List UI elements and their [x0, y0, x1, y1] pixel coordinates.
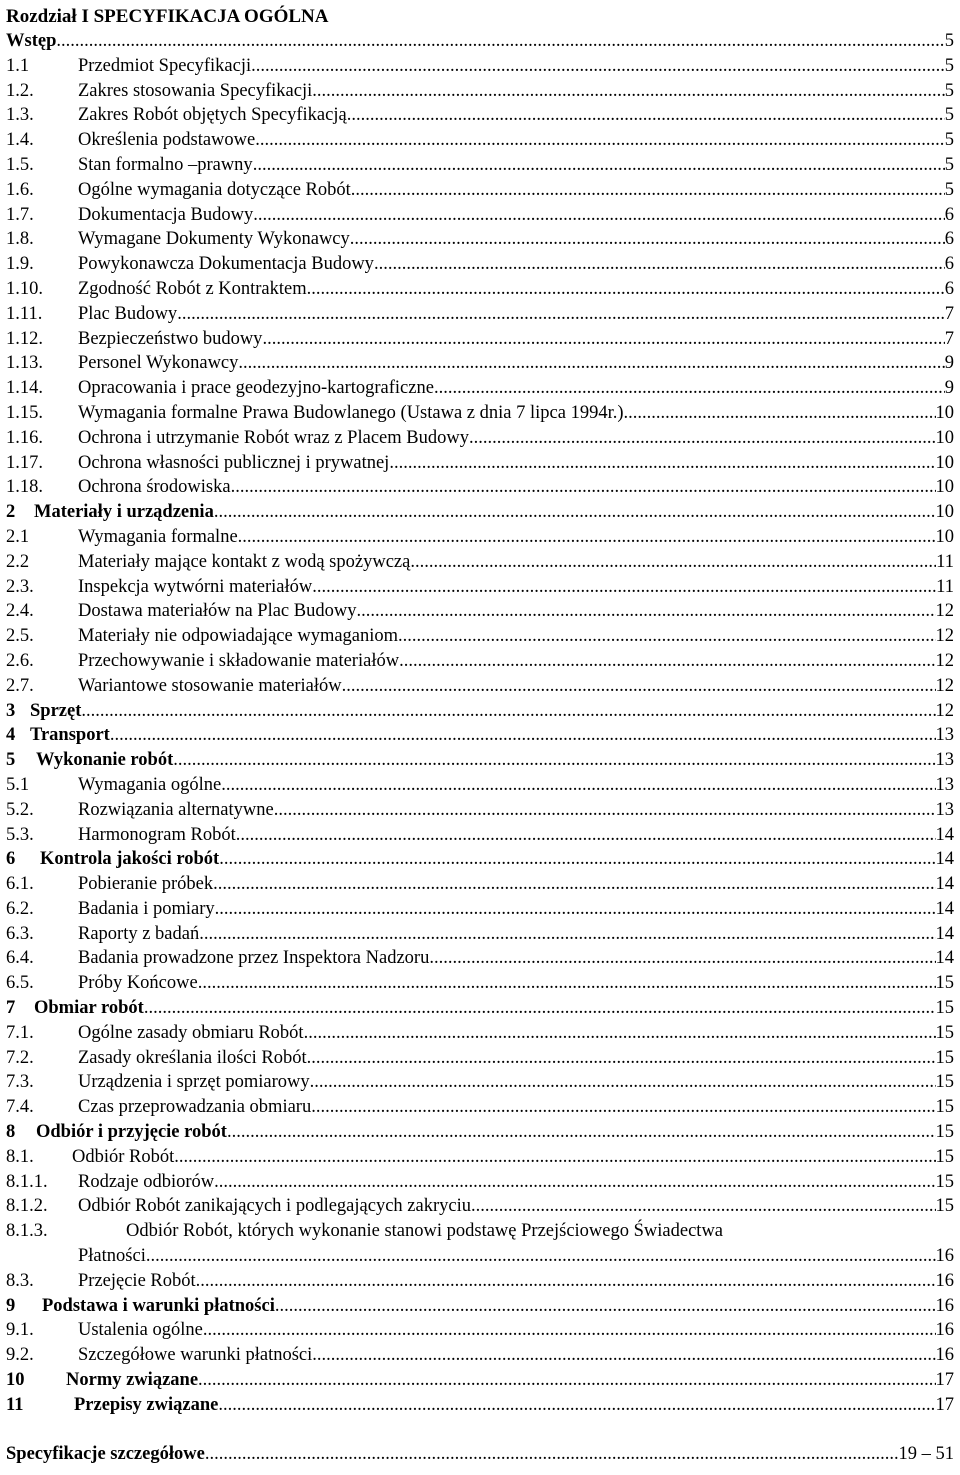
toc-entry-title: Opracowania i prace geodezyjno-kartograficzne	[78, 378, 434, 399]
toc-leader-dots	[312, 79, 944, 104]
toc-entry-title: Badania i pomiary	[78, 898, 215, 919]
toc-entry-title: Odbiór Robót zanikających i podlegających zakryciu	[78, 1196, 471, 1217]
toc-entry[interactable]	[6, 327, 954, 352]
toc-entry[interactable]	[6, 550, 954, 575]
toc-entry-title: Zasady określania ilości Robót	[78, 1047, 307, 1068]
toc-entry-page: 10	[935, 526, 954, 547]
toc-entry[interactable]	[6, 773, 954, 798]
toc-entry[interactable]	[6, 1170, 954, 1195]
toc-entry-page: 10	[935, 402, 954, 423]
toc-entry-number: 1.9.	[6, 254, 34, 275]
toc-entry[interactable]	[6, 1145, 954, 1170]
toc-entry-number: 2.5.	[6, 626, 34, 647]
toc-entry-title: Kontrola jakości robót	[40, 849, 220, 870]
toc-leader-dots	[389, 451, 935, 476]
toc-entry-number: 9.2.	[6, 1345, 34, 1366]
toc-list-continued	[6, 1269, 954, 1418]
toc-entry-page: 12	[935, 601, 954, 622]
toc-leader-dots	[253, 153, 945, 178]
toc-entry-title: Rozwiązania alternatywne	[78, 799, 274, 820]
toc-entry-title: Ochrona i utrzymanie Robót wraz z Placem Budowy	[78, 427, 469, 448]
toc-entry-page: 16	[935, 1270, 954, 1291]
toc-entry-number: 5.1	[6, 774, 30, 795]
toc-entry[interactable]	[6, 624, 954, 649]
toc-entry[interactable]	[6, 351, 954, 376]
toc-page	[6, 5, 954, 1466]
toc-entry[interactable]	[6, 897, 954, 922]
toc-entry-title: Transport	[30, 725, 110, 746]
toc-leader-dots	[310, 1070, 936, 1095]
toc-leader-dots	[110, 723, 936, 748]
toc-chapter-entry[interactable]	[6, 1368, 954, 1393]
toc-entry[interactable]	[6, 823, 954, 848]
toc-entry-number: 5.3.	[6, 824, 34, 845]
toc-entry-number: 8.1.2.	[6, 1196, 48, 1217]
toc-entry-page: 12	[935, 650, 954, 671]
toc-entry[interactable]	[6, 946, 954, 971]
toc-entry-page: 14	[935, 948, 954, 969]
toc-entry[interactable]	[6, 475, 954, 500]
toc-entry-page: 11	[936, 551, 954, 572]
toc-leader-dots	[312, 1343, 935, 1368]
toc-entry-page: 6	[944, 254, 954, 275]
toc-entry-number: 2.7.	[6, 675, 34, 696]
toc-entry[interactable]	[6, 525, 954, 550]
toc-entry-page: 15	[935, 1047, 954, 1068]
toc-leader-dots	[275, 1294, 936, 1319]
toc-entry[interactable]	[6, 674, 954, 699]
toc-entry-page: 11	[936, 576, 954, 597]
toc-leader-dots	[219, 847, 935, 872]
toc-leader-dots	[231, 475, 936, 500]
toc-entry-page: 10	[935, 502, 954, 523]
toc-entry-page: 14	[935, 874, 954, 895]
toc-entry[interactable]	[6, 178, 954, 203]
toc-entry-number: 1.12.	[6, 328, 43, 349]
toc-entry-number: 1.7.	[6, 204, 34, 225]
toc-entry-page: 16	[935, 1320, 954, 1341]
toc-entry-title: Podstawa i warunki płatności	[42, 1295, 275, 1316]
toc-entry-number: 1.15.	[6, 402, 43, 423]
toc-leader-dots	[356, 599, 935, 624]
toc-entry-page: 15	[935, 998, 954, 1019]
toc-entry-title: Zakres Robót objętych Specyfikacją	[78, 105, 347, 126]
toc-entry-title: Zakres stosowania Specyfikacji	[78, 80, 313, 101]
toc-entry-number: 1.13.	[6, 353, 43, 374]
toc-entry-number: Wstęp	[6, 31, 57, 51]
toc-entry-title: Ochrona środowiska	[78, 477, 231, 498]
toc-entry-page: 5	[944, 179, 954, 200]
toc-entry-page: 14	[935, 898, 954, 919]
toc-entry[interactable]	[6, 798, 954, 823]
toc-entry-number: 1.11.	[6, 303, 43, 324]
toc-entry-page: 16	[935, 1246, 954, 1267]
toc-entry-number: 1.1	[6, 55, 30, 76]
toc-leader-dots	[199, 922, 935, 947]
toc-leader-dots	[221, 773, 935, 798]
toc-leader-dots	[312, 575, 936, 600]
toc-chapter-entry[interactable]	[6, 1294, 954, 1319]
toc-entry-title: Zgodność Robót z Kontraktem	[78, 278, 307, 299]
toc-entry-number: 1.14.	[6, 378, 43, 399]
toc-leader-dots	[218, 1393, 935, 1418]
toc-entry-number: 7.1.	[6, 1022, 34, 1043]
toc-leader-dots	[307, 1046, 936, 1071]
toc-entry-title: Badania prowadzone przez Inspektora Nadzoru	[78, 948, 430, 969]
toc-entry-title: Ustalenia ogólne	[78, 1320, 203, 1341]
spacer	[6, 1418, 954, 1442]
toc-entry[interactable]	[6, 277, 954, 302]
toc-entry[interactable]	[6, 79, 954, 104]
toc-entry-title: Rodzaje odbiorów	[78, 1171, 215, 1192]
toc-entry-number: 2.2	[6, 551, 30, 572]
toc-entry-page: 17	[935, 1394, 954, 1415]
toc-leader-dots	[81, 699, 935, 724]
toc-entry-page: 13	[935, 750, 954, 771]
toc-entry[interactable]	[6, 426, 954, 451]
toc-leader-dots	[350, 227, 945, 252]
toc-entry-number: 9.1.	[6, 1320, 34, 1341]
toc-entry-title: Wymagane Dokumenty Wykonawcy	[78, 229, 350, 250]
toc-entry-page: 14	[935, 849, 954, 870]
toc-entry-page: 5	[944, 130, 954, 151]
toc-entry-page: 14	[935, 923, 954, 944]
toc-entry-page: 15	[935, 1146, 954, 1167]
toc-entry-page: 6	[944, 278, 954, 299]
toc-entry-title: Wariantowe stosowanie materiałów	[78, 675, 342, 696]
toc-leader-dots	[238, 351, 944, 376]
toc-entry-number: 1.8.	[6, 229, 34, 250]
toc-leader-dots	[251, 54, 945, 79]
toc-entry-page: 17	[935, 1370, 954, 1391]
toc-entry[interactable]	[6, 451, 954, 476]
toc-entry-title: Materiały nie odpowiadające wymaganiom	[78, 626, 399, 647]
toc-leader-dots	[469, 426, 936, 451]
toc-entry-title: Personel Wykonawcy	[78, 353, 239, 374]
toc-entry-number: 8	[6, 1122, 16, 1143]
toc-entry-number: 6.2.	[6, 898, 34, 919]
toc-entry-title: Czas przeprowadzania obmiaru	[78, 1097, 312, 1118]
toc-leader-dots	[150, 1244, 935, 1269]
toc-entry-title: Przepisy związane	[74, 1394, 219, 1415]
toc-leader-dots	[253, 203, 945, 228]
toc-chapter-entry[interactable]	[6, 1120, 954, 1145]
toc-entry-title: Obmiar robót	[34, 998, 144, 1019]
toc-entry-title: Określenia podstawowe	[78, 130, 256, 151]
toc-leader-dots	[177, 302, 945, 327]
toc-entry-page: 9	[944, 353, 954, 374]
toc-entry[interactable]	[6, 1070, 954, 1095]
toc-entry-number: 5	[6, 750, 16, 771]
toc-entry-page: 13	[935, 725, 954, 746]
toc-entry-title: Przechowywanie i składowanie materiałów	[78, 650, 400, 671]
toc-leader-dots	[56, 29, 944, 54]
toc-entry-title: Wymagania formalne Prawa Budowlanego (Ustawa z dnia 7 lipca 1994r.)	[78, 402, 624, 423]
toc-entry[interactable]	[6, 575, 954, 600]
toc-leader-dots	[174, 1145, 935, 1170]
toc-entry-page: 10	[935, 452, 954, 473]
toc-entry-number: 4	[6, 725, 16, 746]
toc-entry-title: Ogólne wymagania dotyczące Robót	[78, 179, 351, 200]
toc-entry-title: Powykonawcza Dokumentacja Budowy	[78, 254, 374, 275]
toc-leader-dots	[196, 1269, 936, 1294]
toc-entry-number: 5.2.	[6, 799, 34, 820]
toc-entry-specyfikacje-szczegolowe[interactable]	[6, 1442, 954, 1467]
toc-entry-page: 6	[944, 204, 954, 225]
toc-leader-dots	[236, 823, 936, 848]
toc-entry-page: 5	[944, 55, 954, 76]
toc-entry[interactable]	[6, 1046, 954, 1071]
toc-leader-dots	[429, 946, 935, 971]
toc-entry-page: 13	[935, 774, 954, 795]
toc-heading: Rozdział I SPECYFIKACJA OGÓLNA	[6, 6, 329, 27]
toc-entry-title: Przedmiot Specyfikacji	[78, 55, 252, 76]
toc-entry-number: 6.4.	[6, 948, 34, 969]
toc-entry-title: Plac Budowy	[78, 303, 178, 324]
toc-chapter-entry[interactable]	[6, 699, 954, 724]
toc-entry-number: 11	[6, 1394, 24, 1415]
toc-entry-title: Odbiór Robót, których wykonanie stanowi podstawę Przejściowego Świadectwa	[126, 1221, 724, 1242]
toc-entry-number: 1.16.	[6, 427, 43, 448]
toc-entry-number: 1.3.	[6, 105, 34, 126]
toc-entry-number: 6.5.	[6, 973, 34, 994]
toc-entry-number: 2.6.	[6, 650, 34, 671]
toc-entry-page: 5	[944, 154, 954, 175]
toc-leader-dots	[410, 550, 936, 575]
toc-leader-dots	[307, 277, 945, 302]
toc-entry-number: 2.4.	[6, 601, 34, 622]
toc-entry[interactable]	[6, 1269, 954, 1294]
toc-entry-page: 7	[944, 328, 954, 349]
toc-leader-dots	[398, 624, 935, 649]
toc-leader-dots	[347, 103, 945, 128]
toc-entry-title: Bezpieczeństwo budowy	[78, 328, 263, 349]
toc-entry-title: Normy związane	[66, 1370, 199, 1391]
toc-entry[interactable]	[6, 1343, 954, 1368]
toc-entry-title: Próby Końcowe	[78, 973, 198, 994]
toc-list	[6, 29, 954, 1219]
toc-entry[interactable]	[6, 649, 954, 674]
toc-entry-number: 6.1.	[6, 874, 34, 895]
toc-entry-title: Materiały mające kontakt z wodą spożywczą	[78, 551, 411, 572]
toc-leader-dots	[434, 376, 945, 401]
toc-leader-dots	[399, 649, 935, 674]
toc-entry-title: Raporty z badań	[78, 923, 200, 944]
toc-leader-dots	[198, 1368, 935, 1393]
toc-entry-number: 7.4.	[6, 1097, 34, 1118]
toc-entry-number: 8.3.	[6, 1270, 34, 1291]
toc-entry-number: 1.17.	[6, 452, 43, 473]
toc-leader-dots	[342, 674, 936, 699]
toc-entry[interactable]	[6, 252, 954, 277]
toc-entry-title: Wymagania formalne	[78, 526, 238, 547]
toc-leader-dots	[227, 1120, 936, 1145]
toc-entry-page: 16	[935, 1345, 954, 1366]
toc-entry-page: 12	[935, 700, 954, 721]
toc-leader-dots	[304, 1021, 936, 1046]
toc-entry-page: 6	[944, 229, 954, 250]
toc-entry-title: Wykonanie robót	[36, 750, 174, 771]
toc-entry-number: 2	[6, 502, 16, 523]
toc-entry-page: 12	[935, 675, 954, 696]
toc-entry-number: 1.6.	[6, 179, 34, 200]
toc-entry-title: Urządzenia i sprzęt pomiarowy	[78, 1072, 310, 1093]
toc-entry-title-continued: Płatności.	[78, 1246, 151, 1267]
toc-leader-dots	[213, 872, 935, 897]
toc-entry[interactable]	[6, 401, 954, 426]
toc-entry-number: 6	[6, 849, 16, 870]
toc-entry-title: Ogólne zasady obmiaru Robót	[78, 1022, 304, 1043]
toc-entry-number: 8.1.	[6, 1146, 34, 1167]
toc-entry[interactable]	[6, 922, 954, 947]
toc-chapter-entry[interactable]	[6, 996, 954, 1021]
toc-entry-page: 13	[935, 799, 954, 820]
toc-entry-page: 5	[944, 80, 954, 101]
toc-leader-dots	[144, 996, 936, 1021]
toc-leader-dots	[205, 1442, 899, 1467]
toc-entry-number: 7.3.	[6, 1072, 34, 1093]
toc-entry-page: 19 – 51	[898, 1443, 954, 1464]
toc-entry[interactable]	[6, 302, 954, 327]
toc-entry[interactable]	[6, 872, 954, 897]
toc-entry-page: 16	[935, 1295, 954, 1316]
toc-leader-dots	[203, 1318, 936, 1343]
toc-entry-number: 2.3.	[6, 576, 34, 597]
toc-leader-dots	[215, 897, 936, 922]
toc-entry-page: 15	[935, 1122, 954, 1143]
toc-entry-number: 1.5.	[6, 154, 34, 175]
toc-entry-number: 6.3.	[6, 923, 34, 944]
toc-entry-page: 15	[935, 1196, 954, 1217]
toc-chapter-entry[interactable]	[6, 723, 954, 748]
toc-leader-dots	[238, 525, 936, 550]
toc-entry-page: 5	[944, 31, 954, 51]
toc-entry-title: Pobieranie próbek	[78, 874, 214, 895]
toc-entry[interactable]	[6, 203, 954, 228]
toc-entry-page: 10	[935, 427, 954, 448]
toc-entry-title: Przejęcie Robót	[78, 1270, 196, 1291]
toc-entry[interactable]	[6, 971, 954, 996]
toc-chapter-entry[interactable]	[6, 847, 954, 872]
toc-entry-title: Szczegółowe warunki płatności	[78, 1345, 313, 1366]
toc-entry-title: Specyfikacje szczegółowe	[6, 1443, 205, 1464]
toc-entry-number: 10	[6, 1370, 25, 1391]
toc-leader-dots	[198, 971, 936, 996]
toc-entry-title: Harmonogram Robót	[78, 824, 236, 845]
toc-chapter-entry[interactable]	[6, 748, 954, 773]
toc-entry-number: 7	[6, 998, 16, 1019]
toc-entry-page: 5	[944, 105, 954, 126]
toc-entry-title: Ochrona własności publicznej i prywatnej	[78, 452, 390, 473]
toc-entry-page: 12	[935, 626, 954, 647]
toc-entry-title: Inspekcja wytwórni materiałów	[78, 576, 313, 597]
toc-entry[interactable]	[6, 128, 954, 153]
toc-entry-title: Dostawa materiałów na Plac Budowy	[78, 601, 357, 622]
toc-entry[interactable]	[6, 103, 954, 128]
toc-entry-number: 9	[6, 1295, 16, 1316]
toc-entry[interactable]	[6, 1194, 954, 1219]
toc-leader-dots	[214, 1170, 935, 1195]
toc-leader-dots	[351, 178, 945, 203]
toc-entry-page: 9	[944, 378, 954, 399]
toc-entry[interactable]	[6, 1021, 954, 1046]
toc-entry-number: 1.10.	[6, 278, 43, 299]
toc-entry-number: 8.1.1.	[6, 1171, 48, 1192]
toc-entry-title: Materiały i urządzenia	[34, 502, 214, 523]
toc-entry-number: 1.4.	[6, 130, 34, 151]
toc-entry-number: 3	[6, 700, 16, 721]
toc-entry-page: 10	[935, 477, 954, 498]
toc-entry-number: 1.18.	[6, 477, 43, 498]
toc-entry-title: Sprzęt	[30, 700, 82, 721]
toc-wrapped-entry[interactable]	[6, 1219, 954, 1269]
toc-entry-page: 14	[935, 824, 954, 845]
toc-entry-number: 7.2.	[6, 1047, 34, 1068]
toc-entry[interactable]	[6, 54, 954, 79]
toc-chapter-entry[interactable]	[6, 500, 954, 525]
toc-entry[interactable]	[6, 1095, 954, 1120]
toc-entry-page: 15	[935, 1022, 954, 1043]
toc-leader-dots	[624, 401, 936, 426]
toc-entry-title: Wymagania ogólne	[78, 774, 222, 795]
toc-entry-page: 15	[935, 1072, 954, 1093]
toc-leader-dots	[255, 128, 945, 153]
toc-entry-number: 2.1	[6, 526, 30, 547]
toc-leader-dots	[471, 1194, 936, 1219]
toc-entry[interactable]	[6, 153, 954, 178]
toc-entry[interactable]	[6, 599, 954, 624]
toc-leader-dots	[274, 798, 936, 823]
toc-entry-number: 8.1.3.	[6, 1221, 48, 1242]
toc-entry[interactable]	[6, 376, 954, 401]
toc-leader-dots	[374, 252, 945, 277]
toc-entry-title: Odbiór i przyjęcie robót	[36, 1122, 227, 1143]
toc-entry-title: Odbiór Robót	[72, 1146, 175, 1167]
toc-leader-dots	[262, 327, 944, 352]
toc-entry[interactable]	[6, 227, 954, 252]
toc-entry[interactable]	[6, 1318, 954, 1343]
toc-entry-page: 15	[935, 973, 954, 994]
toc-entry-page: 7	[944, 303, 954, 324]
toc-leader-dots	[214, 500, 936, 525]
toc-entry-title: Dokumentacja Budowy	[78, 204, 254, 225]
toc-leader-dots	[173, 748, 935, 773]
toc-entry-number: 1.2.	[6, 80, 34, 101]
toc-entry-page: 15	[935, 1097, 954, 1118]
toc-chapter-entry[interactable]	[6, 1393, 954, 1418]
toc-chapter-entry[interactable]	[6, 29, 954, 54]
toc-leader-dots	[311, 1095, 935, 1120]
toc-entry-page: 15	[935, 1171, 954, 1192]
toc-entry-title: Stan formalno –prawny	[78, 154, 253, 175]
